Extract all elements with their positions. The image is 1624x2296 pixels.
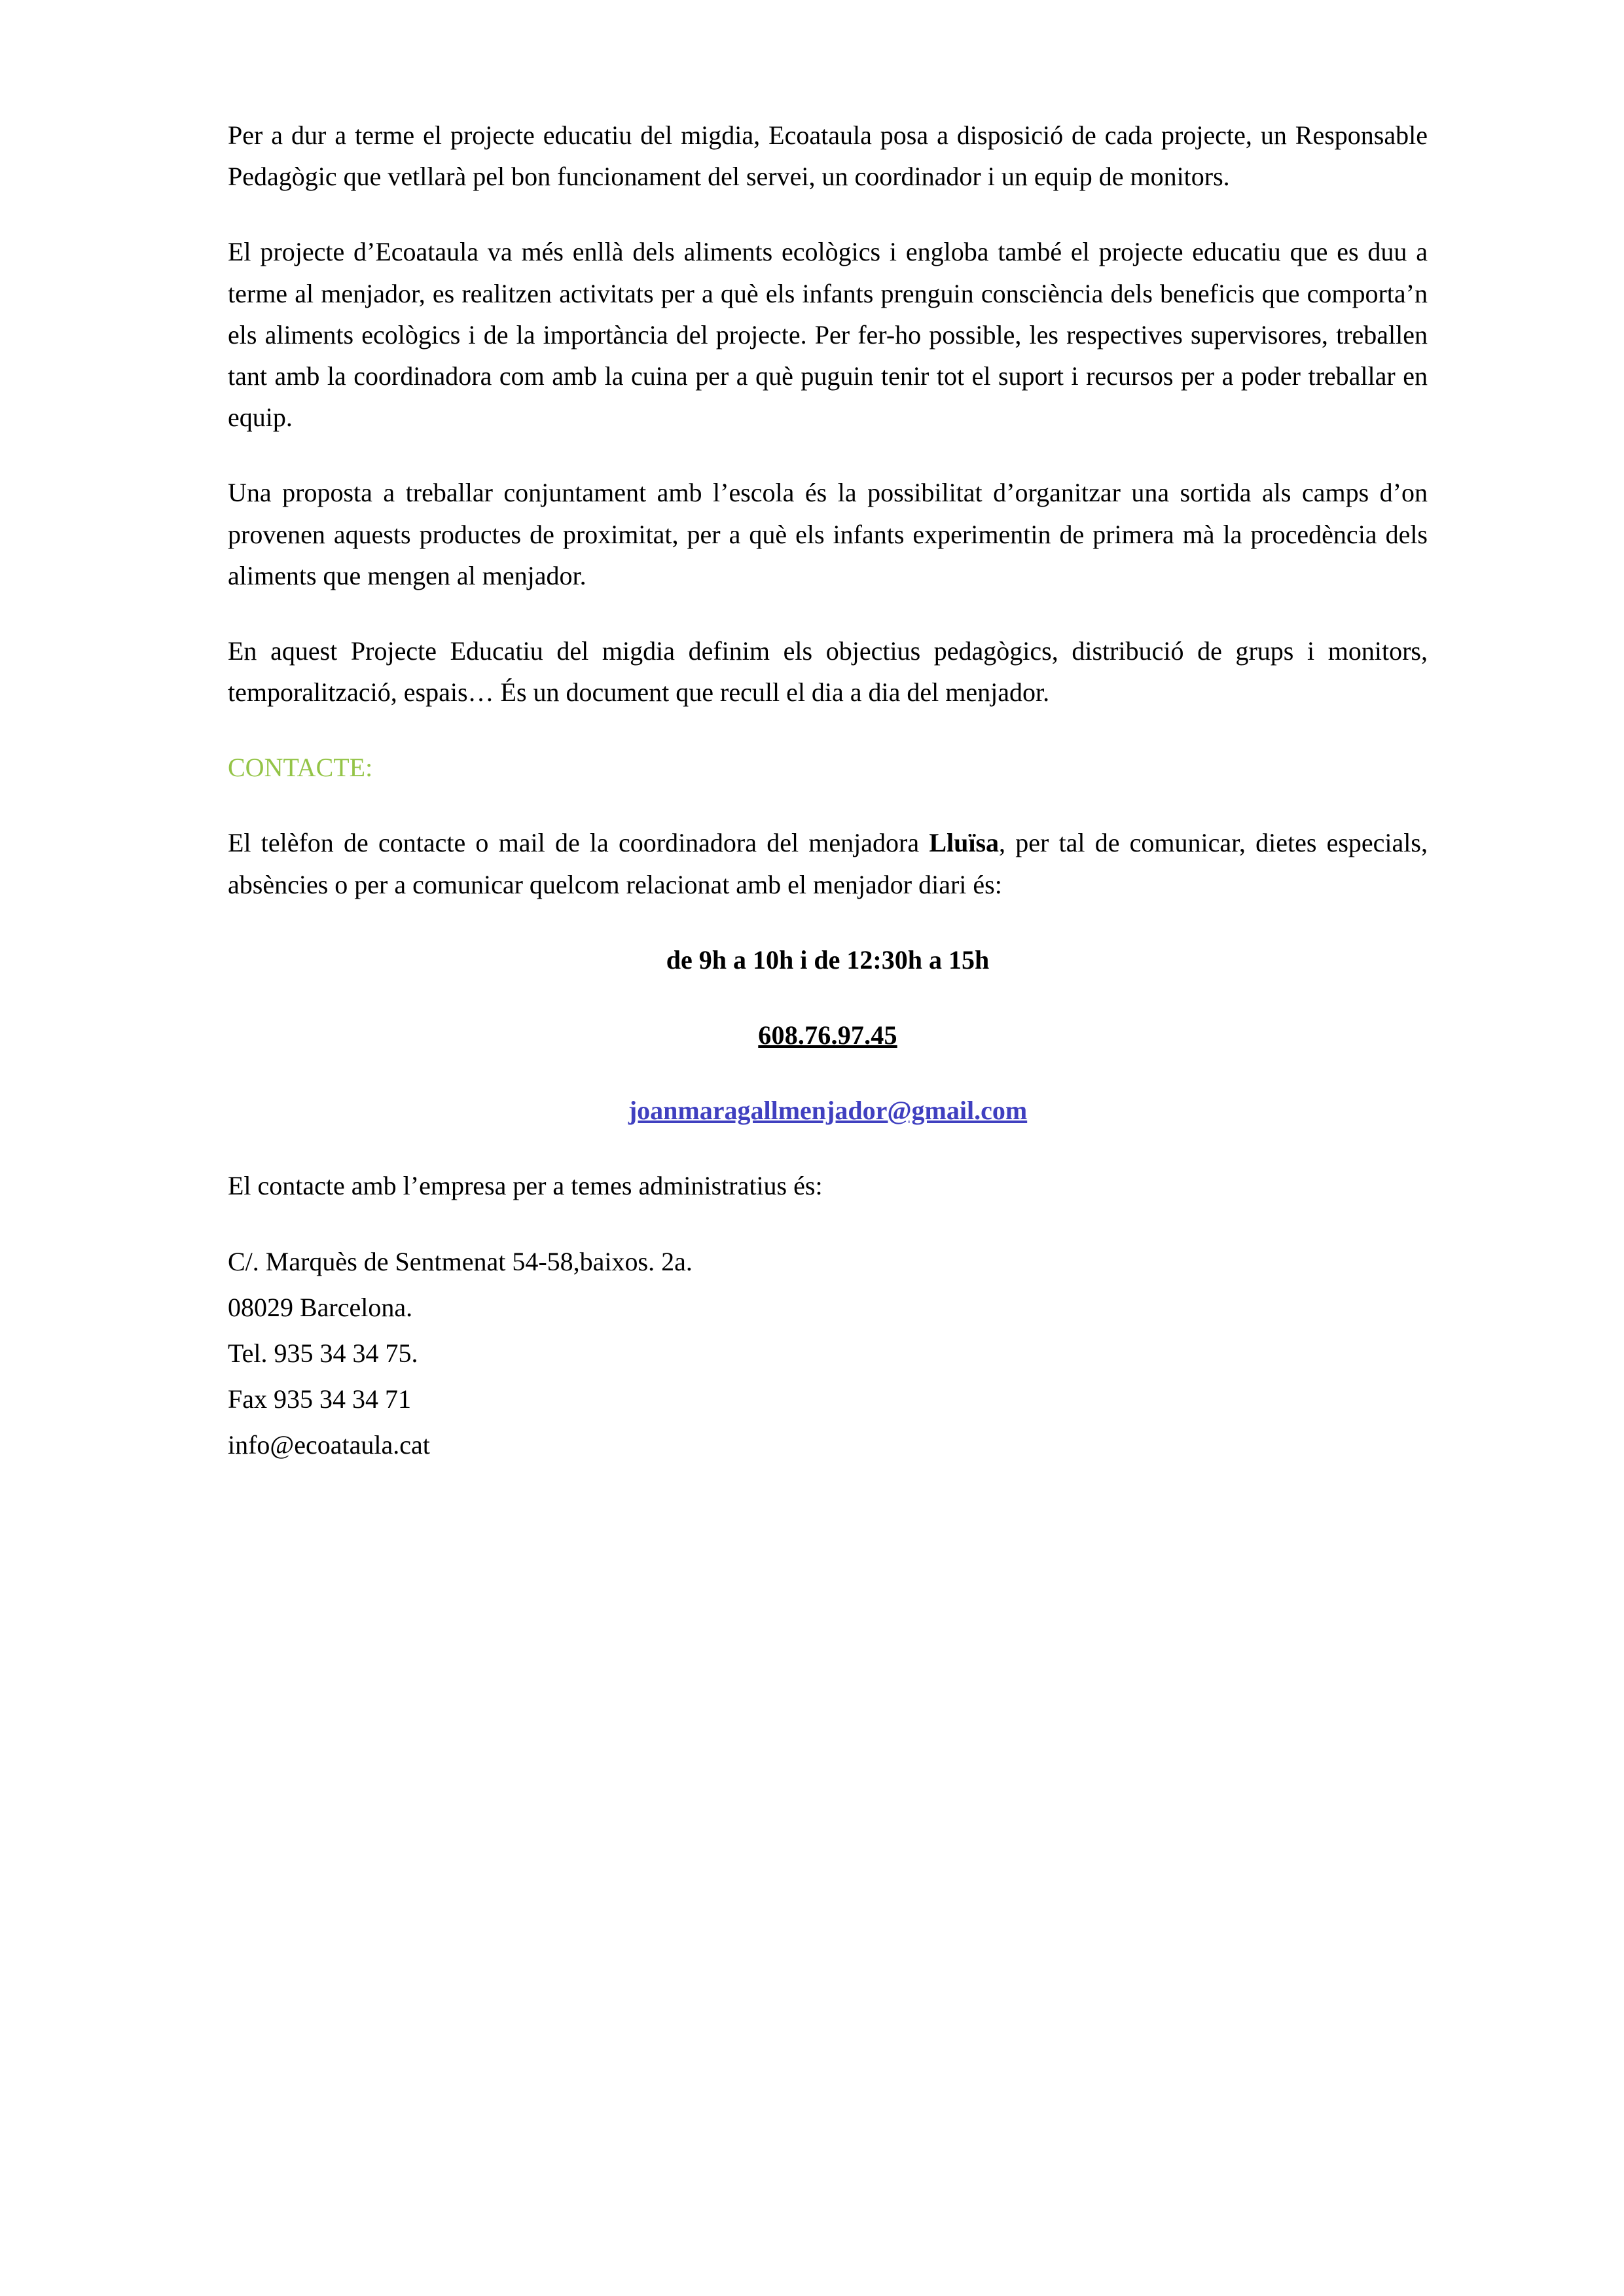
section-heading-contacte: CONTACTE: [228, 753, 373, 783]
contact-phone-line [228, 1014, 1428, 1056]
contact-email-link[interactable]: joanmaragallmenjador@gmail.com [628, 1096, 1028, 1126]
contact-phone: 608.76.97.45 [758, 1020, 897, 1050]
address-email: info@ecoataula.cat [228, 1429, 430, 1460]
paragraph-contact-intro [228, 822, 1428, 905]
contact-intro-text-before: El telèfon de contacte o mail de la coordinadora del menjadora [228, 828, 929, 858]
address-street: C/. Marquès de Sentmenat 54-58,baixos. 2a. [228, 1246, 693, 1276]
company-address-block [228, 1241, 1428, 1466]
contact-email-line [228, 1090, 1428, 1131]
paragraph-projecte-ecoataula: El projecte d’Ecoataula va més enllà dels aliments ecològics i engloba també el projecte educatiu que es duu a terme al menjador, es realitzen activitats per a què els infants prenguin consciència dels beneficis que comporta’n els aliments ecològics i de la importància del projecte. Per fer-ho possible, les respectives supervisores, treballen tant amb la coordinadora com amb la cuina per a què puguin tenir tot el suport i recursos per a poder treballar en equip. [228, 237, 1428, 433]
address-fax: Fax 935 34 34 71 [228, 1384, 411, 1414]
paragraph-proposta-sortida: Una proposta a treballar conjuntament amb l’escola és la possibilitat d’organitzar una sortida als camps d’on provenen aquests productes de proximitat, per a què els infants experimentin de primera mà la procedència dels aliments que mengen al menjador. [228, 478, 1428, 590]
contact-schedule: de 9h a 10h i de 12:30h a 15h [666, 944, 990, 975]
address-city: 08029 Barcelona. [228, 1292, 413, 1322]
paragraph-admin-contact-intro: El contacte amb l’empresa per a temes administratius és: [228, 1171, 823, 1201]
paragraph-objectius: En aquest Projecte Educatiu del migdia definim els objectius pedagògics, distribució de grups i monitors, temporalització, espais… És un document que recull el dia a dia del menjador. [228, 636, 1428, 708]
contact-intro-text-after: , per tal de comunicar, dietes especials, absències o per a comunicar quelcom relacionat amb el menjador diari és: [228, 828, 1428, 899]
paragraph-intro-responsable: Per a dur a terme el projecte educatiu del migdia, Ecoataula posa a disposició de cada projecte, un Responsable Pedagògic que vetllarà pel bon funcionament del servei, un coordinador i un equip de monitors. [228, 120, 1428, 192]
address-telephone: Tel. 935 34 34 75. [228, 1338, 418, 1368]
coordinator-name: Lluïsa [929, 828, 1000, 858]
